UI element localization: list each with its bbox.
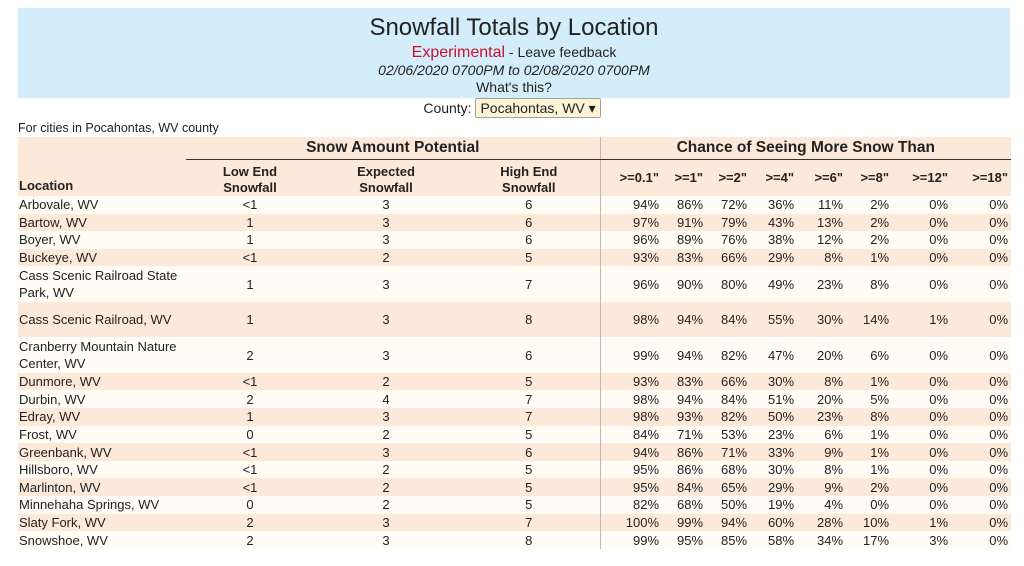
pct-cell: 0% <box>951 231 1011 249</box>
pct-cell: 80% <box>706 266 750 302</box>
pct-cell: 17% <box>846 531 892 549</box>
pct-cell: 89% <box>662 231 706 249</box>
table-row <box>18 196 1011 214</box>
high-end-cell: 5 <box>458 478 600 496</box>
pct-cell: 0% <box>951 478 1011 496</box>
pct-cell: 2% <box>846 196 892 214</box>
pct-cell: 58% <box>750 531 797 549</box>
pct-cell: 1% <box>846 373 892 391</box>
pct-cell: 72% <box>706 196 750 214</box>
expected-cell: 3 <box>314 302 458 338</box>
low-end-cell: 1 <box>186 302 314 338</box>
pct-cell: 68% <box>662 496 706 514</box>
pct-cell: 98% <box>600 408 662 426</box>
table-caption: For cities in Pocahontas, WV county <box>18 121 219 135</box>
col-header-location: Location <box>18 137 186 196</box>
location-cell: Hillsboro, WV <box>18 461 186 479</box>
high-end-cell: 6 <box>458 443 600 461</box>
pct-cell: 0% <box>892 337 951 373</box>
pct-cell: 94% <box>662 390 706 408</box>
table-row <box>18 478 1011 496</box>
pct-cell: 66% <box>706 249 750 267</box>
low-end-cell: 0 <box>186 496 314 514</box>
pct-cell: 0% <box>951 249 1011 267</box>
pct-cell: 0% <box>951 461 1011 479</box>
pct-cell: 0% <box>951 496 1011 514</box>
pct-cell: 0% <box>892 214 951 232</box>
pct-cell: 84% <box>600 426 662 444</box>
pct-cell: 8% <box>797 373 846 391</box>
pct-cell: 66% <box>706 373 750 391</box>
high-end-cell: 7 <box>458 408 600 426</box>
pct-cell: 93% <box>600 373 662 391</box>
pct-cell: 82% <box>706 408 750 426</box>
pct-cell: 2% <box>846 214 892 232</box>
pct-cell: 94% <box>662 337 706 373</box>
col-header-pct-4: >=6" <box>797 160 846 197</box>
high-end-cell: 5 <box>458 426 600 444</box>
expected-cell: 3 <box>314 231 458 249</box>
pct-cell: 33% <box>750 443 797 461</box>
table-row <box>18 266 1011 302</box>
location-cell: Cass Scenic Railroad, WV <box>18 302 186 338</box>
pct-cell: 6% <box>846 337 892 373</box>
expected-cell: 3 <box>314 531 458 549</box>
pct-cell: 9% <box>797 478 846 496</box>
pct-cell: 86% <box>662 196 706 214</box>
col-header-pct-0: >=0.1" <box>600 160 662 197</box>
location-cell: Frost, WV <box>18 426 186 444</box>
pct-cell: 0% <box>951 531 1011 549</box>
pct-cell: 0% <box>892 266 951 302</box>
table-row <box>18 531 1011 549</box>
pct-cell: 30% <box>797 302 846 338</box>
pct-cell: 11% <box>797 196 846 214</box>
high-end-cell: 6 <box>458 214 600 232</box>
pct-cell: 0% <box>951 443 1011 461</box>
pct-cell: 93% <box>662 408 706 426</box>
county-selected-value: Pocahontas, WV <box>480 100 585 116</box>
pct-cell: 49% <box>750 266 797 302</box>
pct-cell: 30% <box>750 461 797 479</box>
pct-cell: 28% <box>797 514 846 532</box>
location-cell: Durbin, WV <box>18 390 186 408</box>
separator-dash: - <box>508 44 514 60</box>
pct-cell: 0% <box>951 214 1011 232</box>
high-end-cell: 5 <box>458 373 600 391</box>
low-end-cell: 1 <box>186 408 314 426</box>
pct-cell: 53% <box>706 426 750 444</box>
low-end-cell: <1 <box>186 443 314 461</box>
pct-cell: 29% <box>750 249 797 267</box>
col-header-pct-5: >=8" <box>846 160 892 197</box>
pct-cell: 94% <box>600 443 662 461</box>
pct-cell: 65% <box>706 478 750 496</box>
pct-cell: 0% <box>846 496 892 514</box>
pct-cell: 1% <box>846 461 892 479</box>
high-end-cell: 8 <box>458 531 600 549</box>
pct-cell: 96% <box>600 231 662 249</box>
pct-cell: 23% <box>797 408 846 426</box>
pct-cell: 85% <box>706 531 750 549</box>
location-cell: Cass Scenic Railroad State Park, WV <box>18 266 186 302</box>
pct-cell: 8% <box>797 461 846 479</box>
pct-cell: 0% <box>892 390 951 408</box>
low-end-cell: <1 <box>186 196 314 214</box>
pct-cell: 38% <box>750 231 797 249</box>
county-selector-row <box>0 98 1024 122</box>
pct-cell: 1% <box>846 249 892 267</box>
pct-cell: 4% <box>797 496 846 514</box>
pct-cell: 0% <box>951 390 1011 408</box>
low-end-cell: <1 <box>186 249 314 267</box>
pct-cell: 83% <box>662 249 706 267</box>
pct-cell: 79% <box>706 214 750 232</box>
pct-cell: 93% <box>600 249 662 267</box>
low-end-cell: <1 <box>186 461 314 479</box>
pct-cell: 0% <box>951 408 1011 426</box>
whats-this-link[interactable]: What's this? <box>476 79 552 95</box>
table-row <box>18 443 1011 461</box>
pct-cell: 0% <box>951 196 1011 214</box>
low-end-cell: 0 <box>186 426 314 444</box>
pct-cell: 0% <box>892 426 951 444</box>
pct-cell: 94% <box>662 302 706 338</box>
expected-cell: 2 <box>314 426 458 444</box>
location-cell: Bartow, WV <box>18 214 186 232</box>
col-header-pct-1: >=1" <box>662 160 706 197</box>
low-end-cell: 1 <box>186 231 314 249</box>
pct-cell: 0% <box>951 514 1011 532</box>
pct-cell: 0% <box>892 496 951 514</box>
pct-cell: 71% <box>662 426 706 444</box>
pct-cell: 0% <box>892 196 951 214</box>
pct-cell: 97% <box>600 214 662 232</box>
expected-cell: 2 <box>314 373 458 391</box>
pct-cell: 96% <box>600 266 662 302</box>
high-end-cell: 8 <box>458 302 600 338</box>
pct-cell: 29% <box>750 478 797 496</box>
pct-cell: 82% <box>600 496 662 514</box>
group-header-snow-amount: Snow Amount Potential <box>186 137 600 160</box>
low-end-cell: 2 <box>186 337 314 373</box>
pct-cell: 20% <box>797 390 846 408</box>
high-end-cell: 7 <box>458 390 600 408</box>
pct-cell: 0% <box>892 443 951 461</box>
high-end-cell: 5 <box>458 461 600 479</box>
col-header-pct-2: >=2" <box>706 160 750 197</box>
pct-cell: 3% <box>892 531 951 549</box>
location-cell: Boyer, WV <box>18 231 186 249</box>
expected-cell: 3 <box>314 408 458 426</box>
pct-cell: 0% <box>892 249 951 267</box>
pct-cell: 50% <box>706 496 750 514</box>
pct-cell: 14% <box>846 302 892 338</box>
pct-cell: 0% <box>951 266 1011 302</box>
pct-cell: 1% <box>892 302 951 338</box>
table-row <box>18 249 1011 267</box>
pct-cell: 0% <box>951 426 1011 444</box>
pct-cell: 0% <box>892 408 951 426</box>
pct-cell: 1% <box>846 443 892 461</box>
county-select[interactable] <box>475 98 600 118</box>
pct-cell: 9% <box>797 443 846 461</box>
location-cell: Snowshoe, WV <box>18 531 186 549</box>
pct-cell: 6% <box>797 426 846 444</box>
pct-cell: 10% <box>846 514 892 532</box>
pct-cell: 2% <box>846 478 892 496</box>
pct-cell: 1% <box>846 426 892 444</box>
pct-cell: 95% <box>662 531 706 549</box>
pct-cell: 91% <box>662 214 706 232</box>
col-header-high-end: High End Snowfall <box>458 160 600 197</box>
location-cell: Marlinton, WV <box>18 478 186 496</box>
location-cell: Arbovale, WV <box>18 196 186 214</box>
pct-cell: 99% <box>600 337 662 373</box>
col-header-pct-3: >=4" <box>750 160 797 197</box>
location-cell: Slaty Fork, WV <box>18 514 186 532</box>
expected-cell: 3 <box>314 266 458 302</box>
pct-cell: 84% <box>706 390 750 408</box>
table-body <box>18 196 1011 549</box>
location-cell: Edray, WV <box>18 408 186 426</box>
high-end-cell: 6 <box>458 337 600 373</box>
page-header <box>18 8 1010 98</box>
pct-cell: 90% <box>662 266 706 302</box>
location-cell: Minnehaha Springs, WV <box>18 496 186 514</box>
low-end-cell: <1 <box>186 478 314 496</box>
location-cell: Cranberry Mountain Nature Center, WV <box>18 337 186 373</box>
pct-cell: 82% <box>706 337 750 373</box>
pct-cell: 0% <box>892 373 951 391</box>
pct-cell: 86% <box>662 461 706 479</box>
pct-cell: 51% <box>750 390 797 408</box>
table-row <box>18 496 1011 514</box>
table-row <box>18 426 1011 444</box>
pct-cell: 99% <box>600 531 662 549</box>
pct-cell: 95% <box>600 461 662 479</box>
location-cell: Dunmore, WV <box>18 373 186 391</box>
low-end-cell: 2 <box>186 531 314 549</box>
pct-cell: 98% <box>600 302 662 338</box>
pct-cell: 86% <box>662 443 706 461</box>
county-label: County: <box>423 100 472 116</box>
experimental-line <box>18 44 1010 61</box>
pct-cell: 55% <box>750 302 797 338</box>
pct-cell: 8% <box>846 408 892 426</box>
expected-cell: 2 <box>314 249 458 267</box>
high-end-cell: 6 <box>458 196 600 214</box>
table-row <box>18 214 1011 232</box>
expected-cell: 3 <box>314 443 458 461</box>
pct-cell: 30% <box>750 373 797 391</box>
pct-cell: 23% <box>797 266 846 302</box>
pct-cell: 84% <box>662 478 706 496</box>
pct-cell: 95% <box>600 478 662 496</box>
pct-cell: 94% <box>706 514 750 532</box>
experimental-label: Experimental <box>411 44 506 61</box>
location-cell: Greenbank, WV <box>18 443 186 461</box>
low-end-cell: <1 <box>186 373 314 391</box>
expected-cell: 3 <box>314 337 458 373</box>
high-end-cell: 5 <box>458 496 600 514</box>
expected-cell: 2 <box>314 478 458 496</box>
pct-cell: 47% <box>750 337 797 373</box>
expected-cell: 2 <box>314 461 458 479</box>
table-row <box>18 373 1011 391</box>
pct-cell: 71% <box>706 443 750 461</box>
pct-cell: 0% <box>892 231 951 249</box>
pct-cell: 13% <box>797 214 846 232</box>
pct-cell: 8% <box>846 266 892 302</box>
high-end-cell: 7 <box>458 514 600 532</box>
pct-cell: 50% <box>750 408 797 426</box>
pct-cell: 43% <box>750 214 797 232</box>
col-header-pct-6: >=12" <box>892 160 951 197</box>
low-end-cell: 2 <box>186 514 314 532</box>
pct-cell: 0% <box>951 302 1011 338</box>
col-header-expected: Expected Snowfall <box>314 160 458 197</box>
col-header-low-end: Low End Snowfall <box>186 160 314 197</box>
group-header-chance: Chance of Seeing More Snow Than <box>600 137 1011 160</box>
pct-cell: 0% <box>951 373 1011 391</box>
pct-cell: 34% <box>797 531 846 549</box>
table-row <box>18 514 1011 532</box>
pct-cell: 8% <box>797 249 846 267</box>
pct-cell: 60% <box>750 514 797 532</box>
table-row <box>18 461 1011 479</box>
pct-cell: 0% <box>951 337 1011 373</box>
pct-cell: 94% <box>600 196 662 214</box>
pct-cell: 36% <box>750 196 797 214</box>
location-cell: Buckeye, WV <box>18 249 186 267</box>
chevron-down-icon: ▾ <box>588 100 596 116</box>
expected-cell: 4 <box>314 390 458 408</box>
col-header-pct-7: >=18" <box>951 160 1011 197</box>
pct-cell: 100% <box>600 514 662 532</box>
pct-cell: 0% <box>892 478 951 496</box>
table-row <box>18 390 1011 408</box>
expected-cell: 3 <box>314 196 458 214</box>
low-end-cell: 2 <box>186 390 314 408</box>
low-end-cell: 1 <box>186 266 314 302</box>
expected-cell: 3 <box>314 514 458 532</box>
high-end-cell: 7 <box>458 266 600 302</box>
leave-feedback-link[interactable]: Leave feedback <box>517 44 617 60</box>
high-end-cell: 5 <box>458 249 600 267</box>
high-end-cell: 6 <box>458 231 600 249</box>
pct-cell: 98% <box>600 390 662 408</box>
pct-cell: 76% <box>706 231 750 249</box>
pct-cell: 0% <box>892 461 951 479</box>
page-title: Snowfall Totals by Location <box>369 14 659 41</box>
table-row <box>18 302 1011 338</box>
pct-cell: 99% <box>662 514 706 532</box>
pct-cell: 5% <box>846 390 892 408</box>
pct-cell: 84% <box>706 302 750 338</box>
pct-cell: 19% <box>750 496 797 514</box>
pct-cell: 23% <box>750 426 797 444</box>
pct-cell: 1% <box>892 514 951 532</box>
low-end-cell: 1 <box>186 214 314 232</box>
pct-cell: 83% <box>662 373 706 391</box>
pct-cell: 2% <box>846 231 892 249</box>
table-row <box>18 231 1011 249</box>
pct-cell: 20% <box>797 337 846 373</box>
pct-cell: 68% <box>706 461 750 479</box>
expected-cell: 3 <box>314 214 458 232</box>
expected-cell: 2 <box>314 496 458 514</box>
snowfall-table <box>18 137 1011 549</box>
pct-cell: 12% <box>797 231 846 249</box>
table-row <box>18 408 1011 426</box>
date-range: 02/06/2020 0700PM to 02/08/2020 0700PM <box>378 62 650 78</box>
table-row <box>18 337 1011 373</box>
